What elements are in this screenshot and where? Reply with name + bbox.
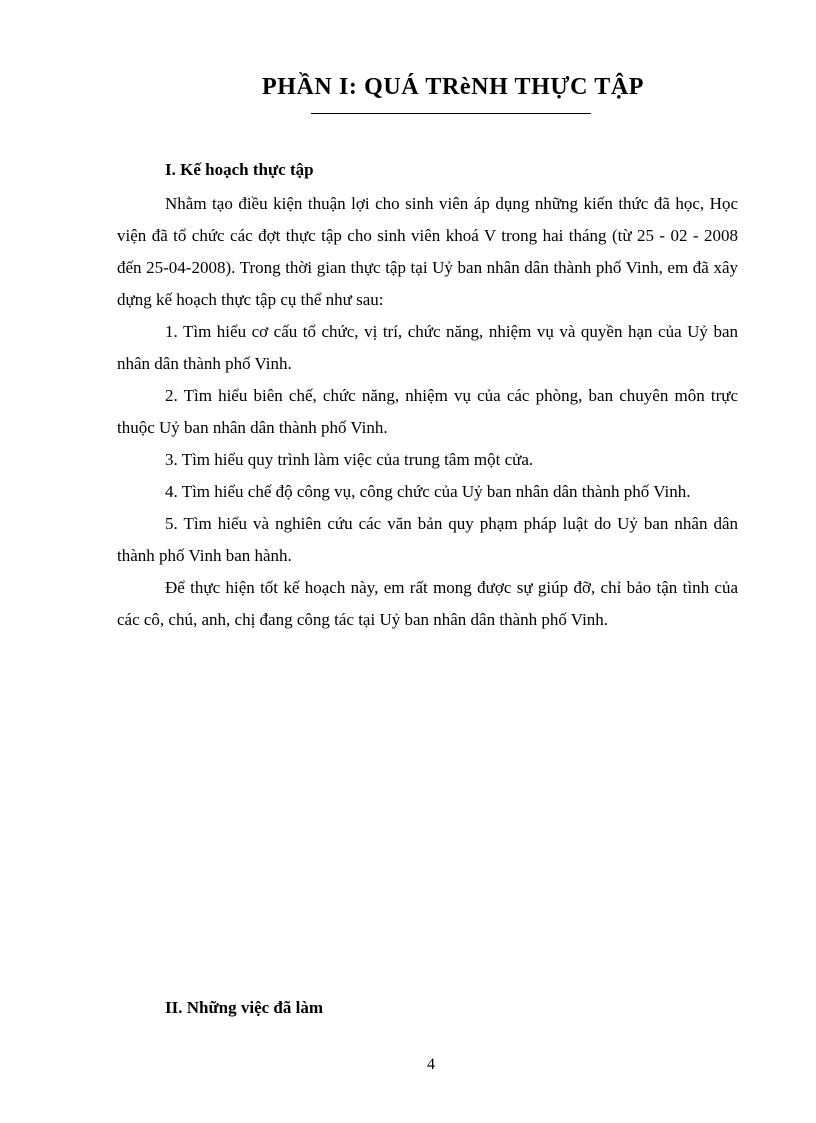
plan-item: 5. Tìm hiểu và nghiên cứu các văn bản quy phạm pháp luật do Uỷ ban nhân dân thành phố Vinh ban hành. xyxy=(117,514,738,565)
section-heading-plan: I. Kế hoạch thực tập xyxy=(165,160,314,179)
title-underline xyxy=(311,113,591,114)
page-number: 4 xyxy=(427,1056,435,1073)
section-heading-done: II. Những việc đã làm xyxy=(165,998,324,1017)
plan-item: 4. Tìm hiểu chế độ công vụ, công chức của Uỷ ban nhân dân thành phố Vinh. xyxy=(165,482,691,501)
section-body-plan xyxy=(117,188,738,636)
intro-paragraph: Nhằm tạo điều kiện thuận lợi cho sinh viên áp dụng những kiến thức đã học, Học viện đã tổ chức các đợt thực tập cho sinh viên khoá V trong hai tháng (từ 25 - 02 - 2008 đến 25-04-2008). Trong thời gian thực tập tại Uỷ ban nhân dân thành phố Vinh, em đã xây dựng kế hoạch thực tập cụ thể như sau: xyxy=(117,194,738,309)
plan-item: 1. Tìm hiểu cơ cấu tổ chức, vị trí, chức năng, nhiệm vụ và quyền hạn của Uỷ ban nhân dân thành phố Vinh. xyxy=(117,322,738,373)
closing-paragraph: Để thực hiện tốt kế hoạch này, em rất mong được sự giúp đỡ, chỉ bảo tận tình của các cô, chú, anh, chị đang công tác tại Uỷ ban nhân dân thành phố Vinh. xyxy=(117,578,738,629)
plan-item: 3. Tìm hiểu quy trình làm việc của trung tâm một cửa. xyxy=(165,450,534,469)
plan-item: 2. Tìm hiểu biên chế, chức năng, nhiệm vụ của các phòng, ban chuyên môn trực thuộc Uỷ ban nhân dân thành phố Vinh. xyxy=(117,386,738,437)
page-title: PHẦN I: QUÁ TRèNH THỰC TẬP xyxy=(261,74,645,100)
